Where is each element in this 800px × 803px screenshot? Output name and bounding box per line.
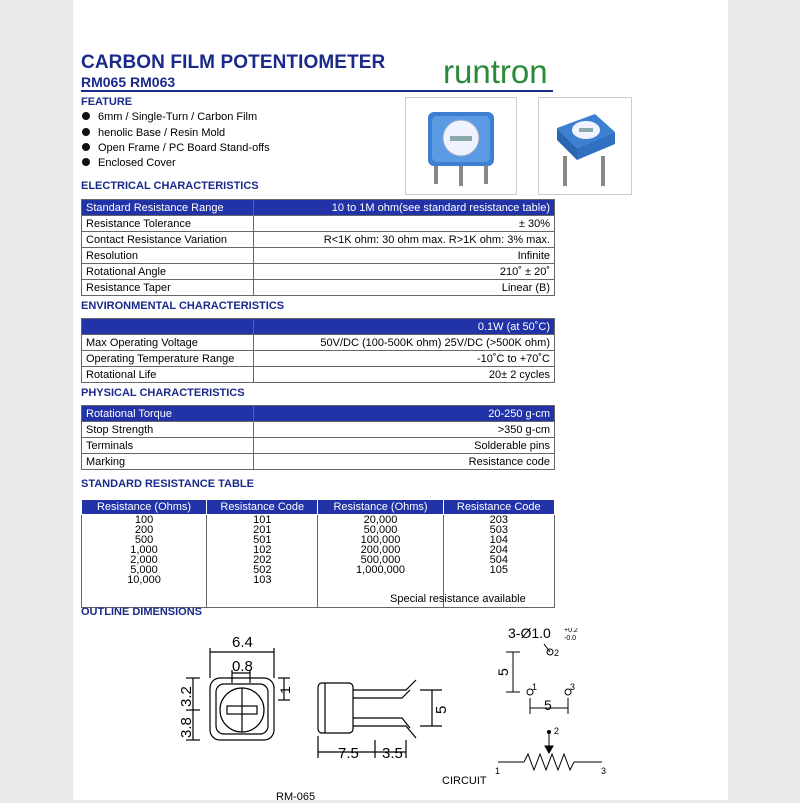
table-cell: 200 (134, 524, 154, 536)
column-header: Resistance Code (207, 500, 318, 515)
circuit-pin-3: 3 (601, 766, 607, 776)
table-cell: 501 (253, 534, 272, 546)
circuit-label: CIRCUIT (442, 775, 487, 787)
table-cell: 105 (489, 564, 508, 576)
table-cell: 203 (489, 514, 508, 526)
column-header: Resistance (Ohms) (318, 500, 443, 515)
brand-logo (443, 52, 563, 100)
model-caption: RM-065 (276, 791, 316, 803)
page-title: CARBON FILM POTENTIOMETER (81, 52, 386, 73)
table-cell: 102 (253, 544, 272, 556)
table-header-row (82, 500, 555, 515)
table-row: Resistance Tolerance ± 30% (82, 216, 555, 232)
table-cell: 503 (489, 524, 508, 536)
code-column (207, 515, 318, 608)
table-cell: 2,000 (130, 554, 158, 566)
resistance-table-heading: STANDARD RESISTANCE TABLE (81, 478, 254, 490)
runtron-logo (443, 52, 563, 92)
bullet-icon (82, 128, 90, 136)
svg-text:runtron: runtron (443, 53, 548, 90)
outline-heading: OUTLINE DIMENSIONS (81, 606, 203, 618)
resistance-column (82, 515, 207, 608)
table-row: Stop Strength >350 g-cm (82, 422, 555, 438)
electrical-table (81, 199, 555, 296)
column-header: Resistance (Ohms) (82, 500, 207, 515)
table-cell: 20,000 (363, 514, 398, 526)
bullet-icon (82, 143, 90, 151)
dim-right-small: 1 (277, 686, 293, 694)
table-cell: 50,000 (363, 524, 398, 536)
table-cell: 200,000 (360, 544, 401, 556)
dim-slot: 0.8 (232, 658, 253, 675)
table-cell: 500,000 (360, 554, 401, 566)
circuit-pin-1: 1 (495, 766, 501, 776)
dim-pin-offset: 3.5 (382, 745, 403, 762)
feature-heading: FEATURE (81, 96, 133, 108)
product-photo-angle (538, 97, 632, 195)
dim-pitch-v: 5 (495, 668, 511, 676)
feature-item: 6mm / Single-Turn / Carbon Film (82, 111, 257, 123)
table-cell: 202 (253, 554, 272, 566)
table-row: Standard Resistance Range 10 to 1M ohm(see standard resistance table) (82, 200, 555, 216)
table-cell: 504 (489, 554, 508, 566)
resistance-table (81, 499, 555, 608)
feature-item: henolic Base / Resin Mold (82, 127, 225, 139)
pin-label-2: 2 (554, 648, 560, 658)
hole-tol-minus: -0.0 (564, 635, 577, 642)
table-cell: 100,000 (360, 534, 401, 546)
table-cell: 5,000 (130, 564, 158, 576)
pin-label-3: 3 (570, 682, 576, 692)
dim-side-height: 5 (433, 705, 450, 714)
bullet-icon (82, 112, 90, 120)
table-cell: 104 (489, 534, 508, 546)
table-row: Operating Temperature Range -10˚C to +70˚C (82, 351, 555, 367)
table-cell: 101 (253, 514, 272, 526)
special-resistance-note: Special resistance available (390, 593, 526, 605)
table-row: Contact Resistance Variation R<1K ohm: 30 ohm max. R>1K ohm: 3% max. (82, 232, 555, 248)
environmental-heading: ENVIRONMENTAL CHARACTERISTICS (81, 300, 285, 312)
circuit-pin-2: 2 (554, 726, 560, 736)
table-row: Resolution Infinite (82, 248, 555, 264)
table-row: Marking Resistance code (82, 454, 555, 470)
table-row: Max Operating Voltage 50V/DC (100-500K ohm) 25V/DC (>500K ohm) (82, 335, 555, 351)
circuit-symbol (498, 731, 602, 771)
hole-tol-plus: +0.2 (564, 628, 578, 634)
dim-depth: 7.5 (338, 745, 359, 762)
environmental-table (81, 318, 555, 383)
electrical-heading: ELECTRICAL CHARACTERISTICS (81, 180, 259, 192)
outline-drawing (170, 628, 630, 790)
dim-h-top: 3.2 (178, 686, 195, 707)
table-row: Terminals Solderable pins (82, 438, 555, 454)
table-cell: 100 (134, 514, 154, 526)
table-cell: 10,000 (127, 574, 161, 586)
table-cell: 204 (489, 544, 508, 556)
pin-layout (506, 644, 571, 714)
table-cell: 201 (253, 524, 272, 536)
dim-width: 6.4 (232, 634, 253, 651)
table-cell: 1,000,000 (356, 564, 405, 576)
physical-table (81, 405, 555, 470)
bullet-icon (82, 158, 90, 166)
table-row: Rotational Torque 20-250 g-cm (82, 406, 555, 422)
pin-label-1: 1 (532, 682, 538, 692)
hole-spec: 3-Ø1.0 (508, 628, 551, 641)
dim-pitch-h: 5 (544, 697, 552, 713)
feature-item: Open Frame / PC Board Stand-offs (82, 142, 270, 154)
side-view (318, 680, 442, 758)
feature-item: Enclosed Cover (82, 157, 176, 169)
physical-heading: PHYSICAL CHARACTERISTICS (81, 387, 245, 399)
column-header: Resistance Code (443, 500, 554, 515)
dim-h-bottom: 3.8 (178, 717, 195, 738)
model-numbers: RM065 RM063 (81, 74, 176, 90)
table-row: Resistance Taper Linear (B) (82, 280, 555, 296)
table-cell: 502 (253, 564, 272, 576)
product-photo-front (405, 97, 517, 195)
table-row: Rotational Angle 210˚ ± 20˚ (82, 264, 555, 280)
table-cell: 103 (253, 574, 272, 586)
table-row: 0.1W (at 50˚C) (82, 319, 555, 335)
table-cell: 500 (134, 534, 154, 546)
table-cell: 1,000 (130, 544, 158, 556)
table-row: Rotational Life 20± 2 cycles (82, 367, 555, 383)
